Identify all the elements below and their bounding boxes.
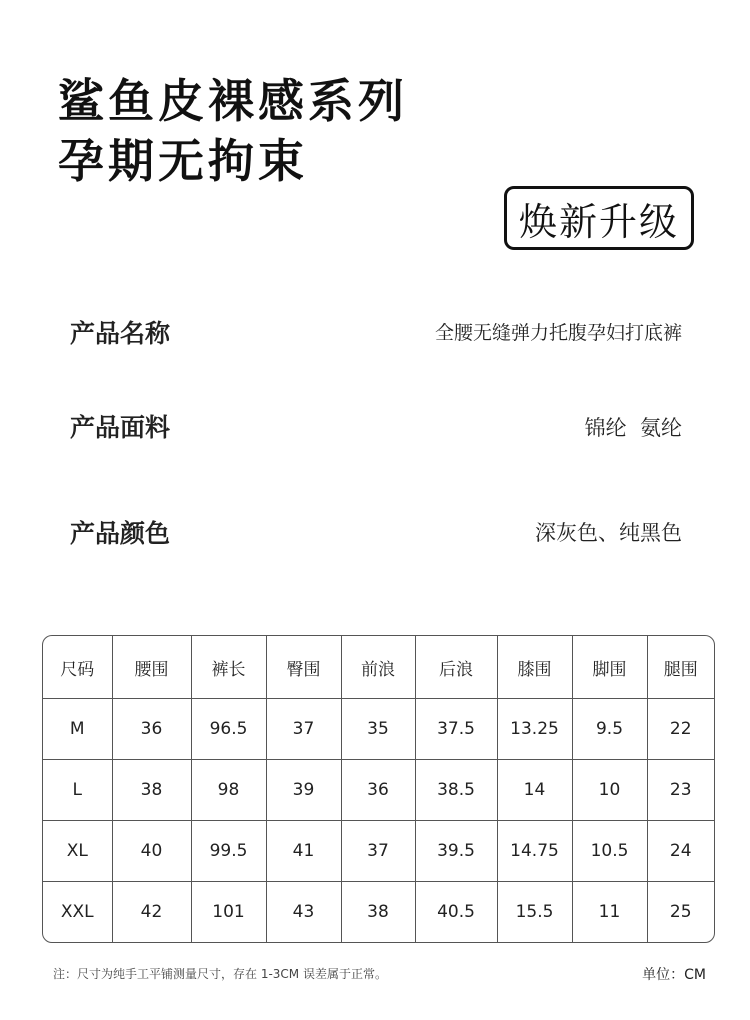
table-cell: 11 xyxy=(572,882,647,943)
title-line-1: 鲨鱼皮裸感系列 xyxy=(58,74,408,128)
table-cell: 15.5 xyxy=(497,882,572,943)
table-row xyxy=(43,699,714,760)
product-color-label: 产品颜色 xyxy=(70,519,171,548)
table-cell: 25 xyxy=(669,902,692,922)
table-cell: 39 xyxy=(266,760,341,821)
table-cell: 99.5 xyxy=(191,821,266,882)
header-waist: 腰围 xyxy=(112,636,191,699)
table-cell: L xyxy=(43,760,112,821)
title-line-2: 孕期无拘束 xyxy=(58,134,308,188)
table-cell: 40 xyxy=(112,821,191,882)
header-back-rise: 后浪 xyxy=(415,636,497,699)
table-cell: 42 xyxy=(112,882,191,943)
product-fabric-value: 锦纶 氨纶 xyxy=(584,416,682,440)
table-cell: 38 xyxy=(341,882,415,943)
table-cell: 96.5 xyxy=(191,699,266,760)
upgrade-badge: 焕新升级 xyxy=(504,186,694,250)
header-knee: 膝围 xyxy=(497,636,572,699)
table-cell: 9.5 xyxy=(572,699,647,760)
header-thigh: 腿围 xyxy=(647,636,714,699)
table-cell: 38 xyxy=(112,760,191,821)
table-cell: 14 xyxy=(497,760,572,821)
size-table-header-row xyxy=(43,636,714,699)
header-hip: 臀围 xyxy=(266,636,341,699)
table-cell: 23 xyxy=(647,760,714,821)
product-fabric-label: 产品面料 xyxy=(70,413,171,442)
measurement-note: 注：尺寸为纯手工平铺测量尺寸，存在 1-3CM 误差属于正常。 xyxy=(53,967,387,981)
header-front-rise: 前浪 xyxy=(341,636,415,699)
table-cell: 14.75 xyxy=(497,821,572,882)
table-cell: 24 xyxy=(647,821,714,882)
table-cell: XXL xyxy=(43,882,112,943)
unit-label: 单位：CM xyxy=(642,967,706,983)
table-cell: 37.5 xyxy=(415,699,497,760)
product-color-value: 深灰色、纯黑色 xyxy=(535,521,682,545)
table-cell: 36 xyxy=(341,760,415,821)
header-length: 裤长 xyxy=(191,636,266,699)
table-cell: M xyxy=(43,699,112,760)
table-cell: 41 xyxy=(266,821,341,882)
table-row xyxy=(43,821,714,882)
table-row xyxy=(43,882,714,943)
product-name-value: 全腰无缝弹力托腹孕妇打底裤 xyxy=(434,322,682,344)
table-cell: 10.5 xyxy=(572,821,647,882)
product-name-label: 产品名称 xyxy=(70,319,171,348)
table-cell: 43 xyxy=(266,882,341,943)
header-ankle: 脚围 xyxy=(572,636,647,699)
table-cell: 101 xyxy=(191,882,266,943)
header-size: 尺码 xyxy=(43,636,112,699)
table-cell: 22 xyxy=(647,699,714,760)
table-cell: 38.5 xyxy=(415,760,497,821)
table-cell: 40.5 xyxy=(415,882,497,943)
table-cell: 13.25 xyxy=(497,699,572,760)
table-cell: 35 xyxy=(341,699,415,760)
table-cell: 36 xyxy=(112,699,191,760)
table-cell: 39.5 xyxy=(415,821,497,882)
table-cell: 37 xyxy=(341,821,415,882)
size-table xyxy=(42,635,715,943)
table-cell: 10 xyxy=(572,760,647,821)
table-cell: 98 xyxy=(191,760,266,821)
table-cell: 37 xyxy=(266,699,341,760)
table-cell: XL xyxy=(43,821,112,882)
table-row xyxy=(43,760,714,821)
